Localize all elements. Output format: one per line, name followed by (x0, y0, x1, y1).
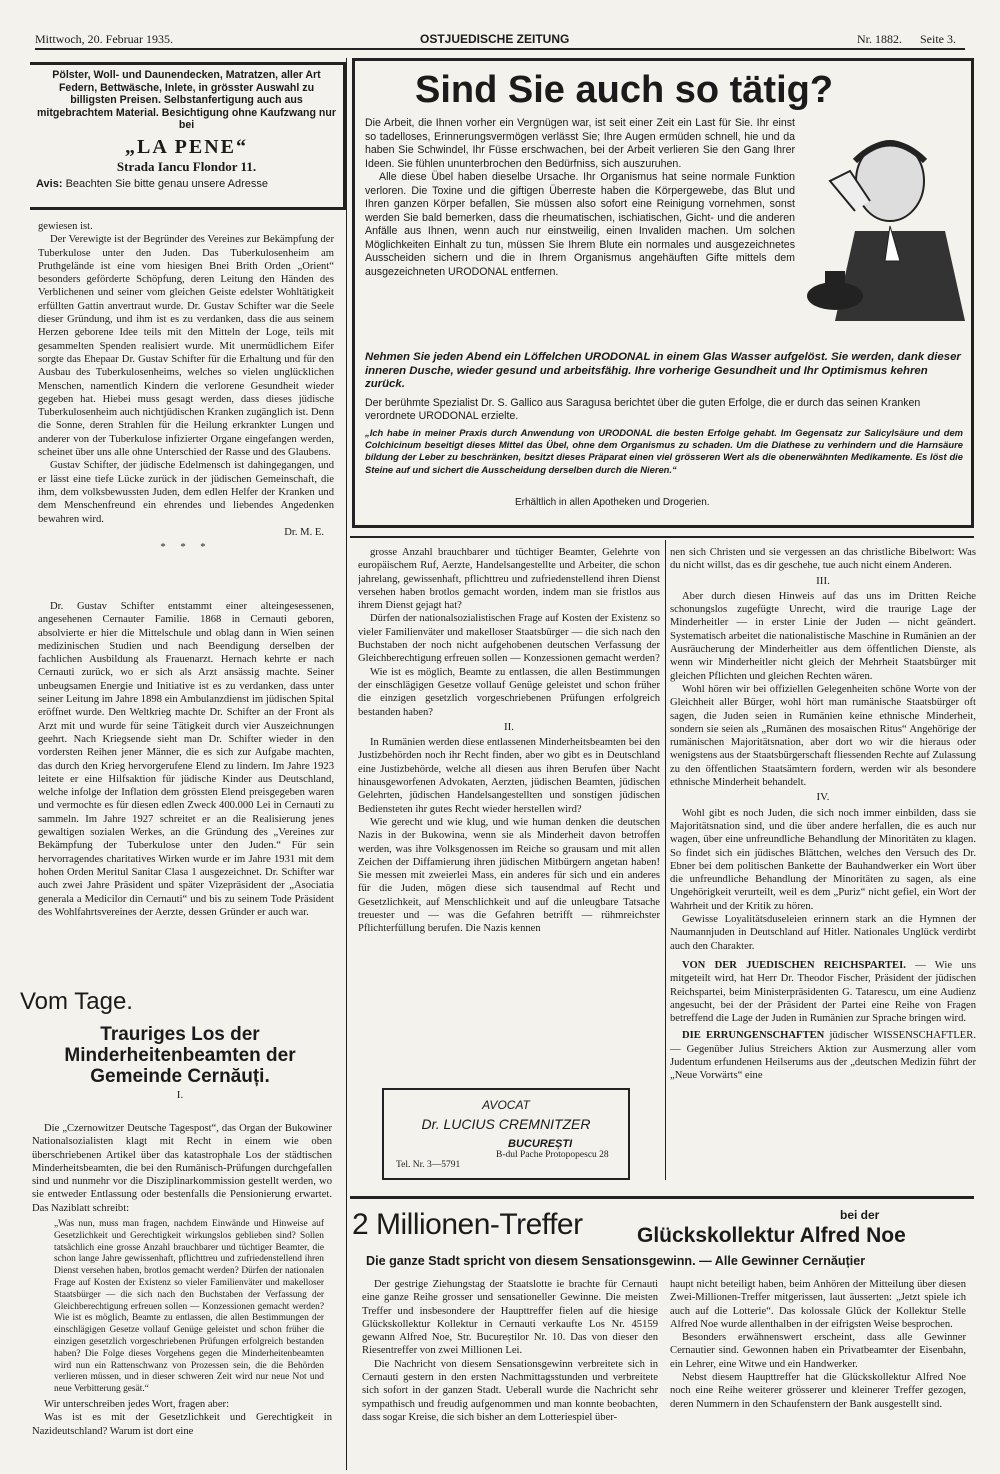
horizontal-divider (350, 536, 974, 538)
urodonal-p1: Die Arbeit, die Ihnen vorher ein Vergnügen war, ist seit einer Zeit ein Last für Sie. Ihr einst so tadelloses, Erinnerungsvermögen verlässt Sie; Ihre Augen ermüden schnell, hie und da haben Sie Schwindel, Ihr Füsse erschwachen, bei der Arbeit verlieren Sie den Gang Ihrer Ideen. Sie fühlen ununterbrochen den Bedürfniss, sich auszuruhen. (365, 117, 795, 170)
lottery-col-1 (362, 1278, 658, 1468)
middle-p2: Dürfen der nationalsozialistischen Frage auf Kosten der Existenz so vieler Familienväter und makelloser Staatsbürger — die sich nach den Buchstaben der noch nicht aufgehobenen deutschen Verfassung der Gleichberechtigung erfreuen sollen — Konzessionen gemacht werden? (358, 613, 660, 665)
urodonal-ad (352, 58, 974, 528)
middle-p1: grosse Anzahl brauchbarer und tüchtiger Beamter, Gelehrte von europäischem Ruf, Aerzte, Handelsangestellte und Arbeiter, die schon jahrelang, gewissenhaft, pflichttreu und zufriedenstellend ihren Dienst versehen haben brotlos gemacht worden, indem man sie fristlos aus ihrem Dienst gejagt hat? (358, 547, 660, 612)
avocat-city: BUCUREȘTI (508, 1138, 573, 1150)
lottery-subheadline: Die ganze Stadt spricht von diesem Sensationsgewinn. — Alle Gewinner Cernăuțier (366, 1254, 866, 1268)
right-p4: Gewisse Loyalitätsduseleien erinnern stark an die Hymnen der Naumannjuden in Deutschland auf Hitler. Nationales Unglück verdirbt auch den Charakter. (670, 914, 976, 952)
avis-text: Beachten Sie bitte genau unsere Adresse (65, 177, 268, 190)
middle-p5: Wie gerecht und wie klug, und wie human denken die deutschen Nazis in der Bukowina, wenn sie als Minderheit davon betroffen werden, was ihre Volksgenossen im Reiche so grausam und mit allen Zeichen der Diffamierung ihren jüdischen Mitbürgern angetan haben! Sie messen mit zweierlei Mass, ein anderes für sich und ein anderes für die Juden, mögen diese sich tausendmal auf Recht und Gesetzlichkeit, auf Menschlichkeit und auf die unleugbare Tatsache treuester und — was die Gefahren betrifft — rühmreichster Pflichterfüllung berufen. Die Nazis kennen (358, 816, 660, 935)
obituary-stars: * * * (160, 542, 212, 554)
lottery-col2-p3: Nebst diesem Haupttreffer hat die Glückskollektur Alfred Noe noch eine Reihe weiterer grösserer und kleinerer Treffer gezogen, deren Nummern in den Schaufenstern der Bank ausgestellt sind. (670, 1372, 966, 1410)
obituary-paragraph: gewiesen ist. (38, 221, 93, 232)
lottery-col1-p2: Die Nachricht von diesem Sensationsgewinn verbreitete sich in Cernauti gestern in den ersten Nachmittagsstunden und verbreitete sich sofort in der ganzen Stadt. Ueberall wurde die Nachricht sehr sympathisch und freudig aufgenommen und man konnte beobachten, dass sogar Kreise, die sich bisher an dem Lotteriespiel über- (362, 1358, 658, 1423)
avis-label: Avis: (36, 177, 63, 190)
errungen-label: DIE ERRUNGENSCHAFTEN (682, 1030, 825, 1042)
vom-tage-article (32, 1122, 332, 1462)
reichspartei-text: — Wie uns mitgeteilt wird, hat Herr Dr. Theodor Fischer, Präsident der jüdischen Reichspartei, beim Ministerpräsidenten G. Tatarescu, um eine Audienz angesucht, bei der der Präsident der Partei eine Reihe von Fragen betreffend die Lage der Juden in Rumänien zur Sprache bringen wird. (670, 959, 976, 1025)
urodonal-p3: Nehmen Sie jeden Abend ein Löffelchen URODONAL in einem Glas Wasser aufgelöst. Sie werden, dank dieser inneren Dusche, wieder gesund und arbeitsfähig. Ihre vorherige Gesundheit und Ihr Optimismus kehren zurück. (365, 351, 961, 391)
middle-column-article (358, 546, 660, 1026)
right-p1: Aber durch diesen Hinweis auf das uns im Dritten Reiche schonungslos zugefügte Unrecht, wird die traurige Lage der Minderheitler — in erster Linie der Juden — nicht geändert. Systematisch arbeitet die nationalistische Maschine in Rumänien an der Ausräucherung der Minderheitler aus dem öffentlichen Dienste, als wenn wir Minderheitler nicht gleich der Mehrheit Staatsbürger mit gleichen Pflichten und gleichen Rechten wären. (670, 590, 976, 682)
lottery-bei-der: bei der (840, 1208, 880, 1222)
vom-tage-quote: „Was nun, muss man fragen, nachdem Einwände und Hinweise auf Gesetzlichkeit und Gerechtigkeit wirkungslos geblieben sind? Sollen tatsächlich eine grosse Anzahl brauchbarer und tüchtiger Beamter, die schon lange Jahre gewissenhaft, pflichttreu und zufriedenstellend ihren Dienst versehen haben, brotlos gemacht werden? Dürfen der nationalen Frage auf Kosten der Existenz so vieler Familienväter und makelloser Staatsbürger — die sich nach den Buchstaben der Verfassung der Gleichberechtigung erfreuen sollen — Konzessionen gemacht werden? Wie ist es möglich, Beamte zu entlassen, die allen Bestimmungen der einschlägigen Gesetze vollauf Genüge geleistet und schon früher die einzigen gesetzlich vorgeschriebenen Prüfungen erfolgreich bestanden haben? Die Folge dieses Vorgehens gegen die Minderheitenbeamten wird nun ein Rattenschwanz von Prozessen sein, die die Behörden verlieren müssen, und in dieser schweren Zeit wird nur neue Not und neue Verbitterung gesät.“ (54, 1219, 324, 1395)
column-divider (346, 58, 347, 1470)
urodonal-headline: Sind Sie auch so tätig? (415, 69, 834, 111)
lapene-ad-avis (36, 178, 337, 190)
vom-tage-intro: Die „Czernowitzer Deutsche Tagespost“, das Organ der Bukowiner Nationalsozialisten klagt mit Recht in einem wie oben überschriebenen Artikel über das katastrophale Los der städtischen Minderheitsbeamten, die bei den Rumänisch-Prüfungen durchgefallen sind und nunmehr vor die Disziplinarkommission gestellt werden, wo sie entweder Entlassung oder bestenfalls die Pensionierung erwartet. Das Naziblatt schreibt: (32, 1123, 332, 1214)
lottery-ad (352, 1202, 974, 1470)
obituary-bio (38, 600, 334, 980)
page-header (35, 30, 965, 50)
obituary-bio-text: Dr. Gustav Schifter entstammt einer alteingesessenen, angesehenen Cernauter Familie. 1868 in Cernauti geboren, absolvierte er hier die Mittelschule und oblag dann in Wien seinen medizinischen Studien und nach Beendigung derselben der fachlichen Ausbildung als Frauenarzt. Hernach kehrte er nach Cernauti zurück, wo er sich als Arzt ansässig machte. Seiner unbeugsamen Energie und Initiative ist es zu verdanken, dass unter seiner Leitung im Jahre 1898 ein Ambulanzdienst im jüdischen Spital eröffnet wurde. Den Weltkrieg machte Dr. Schifter an der Front als Arzt mit und wurde für seine Tätigkeit durch vier Auszeichnungen geehrt. Nach Kriegsende sieht man Dr. Schifter wieder in den vordersten Reihen jener Männer, die es sich zur Aufgabe machten, das durch den Krieg hervorgerufene Elend zu lindern. Im Jahre 1923 leitete er eine Hilfsaktion für jüdische Kinder aus Deutschland, welche infolge der Inflation dem grössten Elend preisgegeben waren und vermochte es für diesen edlen Zweck 400.000 Lei in Cernauti zu sammeln. Im Jahre 1927 schreitet er an die Realisierung jenes gewaltigen sozialen Werkes, an die Gründung des „Vereines zur Bekämpfung der Tuberkulose unter den Juden.“ Für sein hervorragendes charitatives Wirken wurde er im Jahre 1931 mit dem hohen Orden Meritul Sanitar Clasa 1 ausgezeichnet. Dr. Schifter war auch zwei Jahre Präsident und später Vizepräsident der „Asociatia generala a Medicilor din Cernauti“ und bis zu seinem Tode Präsident des Wohlfahrtsvereines der Aerzte, dessen Gründer er auch war. (38, 601, 334, 918)
vom-tage-after2: Was ist es mit der Gesetzlichkeit und Gerechtigkeit in Nazideutschland? Warum ist dort eine (32, 1412, 332, 1437)
avocat-tel: Tel. Nr. 3—5791 (396, 1160, 461, 1170)
column-divider (665, 540, 666, 1180)
lapene-ad-name: „LA PENE“ (124, 135, 249, 158)
avocat-street: B-dul Pache Protopopescu 28 (496, 1150, 609, 1160)
lapene-ad-address: Strada Iancu Flondor 11. (116, 158, 257, 174)
right-column-article (670, 546, 976, 1194)
header-paper-title: OSTJUEDISCHE ZEITUNG (420, 32, 570, 46)
lottery-col2-p1: haupt nicht beteiligt haben, beim Anhören der Mitteilung über diesen Zwei-Millionen-Treffer mitgerissen, laut äusserten: „Jetzt spiele ich auch auf die Lotterie“. Das kolossale Glück der Kollektur Stelle Alfred Noe wurde allenthalben in der eifrigsten Weise besprochen. (670, 1279, 966, 1330)
obituary-paragraph: Der Verewigte ist der Begründer des Vereines zur Bekämpfung der Tuberkulose unter den Juden. Das Tuberkulosenheim am Pruthgelände ist eine vom hiesigen Bnei Brith Orden „Orient“ besonders geförderte Schöpfung, deren Leitung den Händen des Verblichenen und seiner vom gleichen Geiste edelster Wohltätigkeit erfüllten Gattin anvertraut wurde. Dr. Gustav Schifter war die Seele dieser Gründung, und ihm ist es zu verdanken, dass die aus seinem Herzen geborene Idee teils mit den Mitteln der Loge, teils mit gesammelten Spenden realisiert wurde. Mit unermüdlichem Eifer sorgte das Ehepaar Dr. Gustav Schifter für die Erhaltung und für den Ausbau des Tuberkulosenheims, welches so vielen unglücklichen Menschen, namentlich Kindern die verlorene Gesundheit wieder gegeben hat. Hiebei muss gesagt werden, dass dieses jüdische Tuberkulosenheim auch nichtjüdischen Kranken zugänglich ist. Denn die Sonne, deren Strahlen für die Heilung erkrankter Lungen und anderer von der Tuberkulose infizierter Organe eingefangen werden, scheinet über uns alle ohne Unterschied der Rasse und des Glaubens. (38, 234, 334, 459)
urodonal-p4: Der berühmte Spezialist Dr. S. Gallico aus Saragusa berichtet über die guten Erfolge, die er durch das seinen Kranken verordnete URODONAL erzielte. (365, 397, 921, 423)
right-p0: nen sich Christen und sie vergessen an das christliche Bibelwort: Was du nicht willst, das es dir geschehe, tue auch nicht einem Anderen. (670, 547, 976, 572)
middle-section-number: II. (503, 720, 515, 733)
obituary-signature: Dr. M. E. (284, 526, 324, 538)
right-section-4: IV. (816, 791, 830, 804)
urodonal-footer: Erhältlich in allen Apotheken und Drogerien. (515, 497, 710, 508)
lottery-firm: Glückskollektur Alfred Noe (637, 1224, 906, 1247)
vom-tage-after: Wir unterschreiben jedes Wort, fragen aber: (44, 1399, 230, 1411)
middle-p3: Wie ist es möglich, Beamte zu entlassen, die allen Bestimmungen der einschlägigen Gesetze vollauf Genüge geleistet und schon früher die einzigen gesetzlich vorgeschriebenen Prüfungen erfolgreich bestanden haben? (358, 666, 660, 718)
horizontal-divider (350, 1196, 974, 1199)
avocat-name: Dr. LUCIUS CREMNITZER (421, 1116, 591, 1132)
errungen-text: jüdischer WISSENSCHAFTLER. — Gegenüber Julius Streichers Aktion zur Ausmerzung aller vom Judentum erfundenen Heilserums aus der „deutschen Medizin führt der „Neue Vorwärts“ eine (670, 1030, 976, 1082)
lapene-ad (30, 62, 346, 210)
lottery-col-2 (670, 1278, 966, 1468)
vom-tage-heading: Vom Tage. (20, 988, 133, 1015)
vom-tage-title: Trauriges Los der Minderheitenbeamten der Gemeinde Cernăuți. (64, 1024, 296, 1087)
lottery-col2-p2: Besonders erwähnenswert erscheint, dass alle Gewinner Cernautier sind. Gewonnen haben ein Privatbeamter der Eisenbahn, ein Lehrer, eine Witwe und ein Handwerker. (670, 1332, 966, 1370)
obituary-paragraph: Gustav Schifter, der jüdische Edelmensch ist dahingegangen, und er lässt eine tiefe Lücke zurück in der jüdischen Gemeinschaft, die ihm, dem volksbewussten Juden, dem edlen Helfer der Kranken und dem Menschenfreund ein ehrendes und liebendes Angedenken bewahren wird. (38, 460, 334, 525)
middle-p4: In Rumänien werden diese entlassenen Minderheitsbeamten bei den Justizbehörden noch ihr Recht finden, aber wo gibt es in Deutschland eine Justizbehörde, welche all diesen aus ihren Berufen über Nacht hinausgeworfenen Advokaten, Aerzten, jüdischen Beamten, jüdischen Gelehrten, jüdischen Handelsangestellten und sonstigen jüdischen Bediensteten ihr gutes Recht wieder herstellen wird? (358, 737, 660, 815)
vom-tage-section-number: I. (176, 1089, 184, 1101)
reichspartei-label: VON DER JUEDISCHEN REICHSPARTEI. (682, 959, 906, 971)
lottery-headline: 2 Millionen-Treffer (352, 1208, 583, 1241)
right-p2: Wohl hören wir bei offiziellen Gelegenheiten schöne Worte von der Gleichheit aller Bürger, wohl hört man rumänische Staatsbürger oft sagen, die Juden seien in Rumänien keine ethnische Minderheit, sondern sie seien als „Rumänen des mosaischen Ritus“ Angehörige der rumänischen Majoritätsnation, aber dort wo wir die hieraus oder wenigstens aus der Staatsbürgerschaft fliessenden Rechte auf Zulassung zu den öffentlichen Staatsämtern fordern, werden wir als besondere ethnische Minderheit behandelt. (670, 683, 976, 789)
lottery-col1-p1: Der gestrige Ziehungstag der Staatslotte ie brachte für Cernauti eine ganze Reihe grosser und sensationeller Gewinne. Die meisten Treffer und insbesondere der Haupttreffer fielen auf die hiesige Glückskollektur Kollektur in Cernauti verkaufte Los Nr. 45159 gewann Alfred Noe, Str. Bucureștilor Nr. 10. Das von dieser den Riesentreffer von zwei Millionen Lei. (362, 1279, 658, 1357)
header-page-number: Seite 3. (920, 32, 956, 46)
avocat-title: AVOCAT (482, 1098, 530, 1112)
header-issue-number: Nr. 1882. (857, 32, 902, 46)
avocat-ad (382, 1088, 630, 1180)
urodonal-p2a: Alle diese Übel haben dieselbe Ursache. Ihr Organismus hat seine normale Funktion verloren. Die Toxine und die giftigen Überreste haben die Körpergewebe, das Blut und Ihren ganzen Körper befallen, Sie müssen also sofort eine Reinigung vornehmen, sonst werden Sie bald bemerken, dass die rheumatischen, ischiatischen, Gicht- und die anderen Anfälle aus Ihnen, wenn auch nur einstweilig, einen Invaliden machen. Um solchen Möglichkeiten Einhalt zu tun, müssen Sie Ihrem Blute ein normales und ausgezeichnetes Ausscheiden sichern und die in Ihrem Organismus angehäuften Gifte mittels dem ausgezeichneten URODONAL entfernen. (365, 171, 795, 278)
header-date: Mittwoch, 20. Februar 1935. (35, 32, 173, 46)
tired-man-illustration (795, 121, 965, 321)
urodonal-quote: „Ich habe in meiner Praxis durch Anwendung von URODONAL die besten Erfolge gehabt. Im Gegensatz zur Salicylsäure und dem Colchicinum beseitigt dieses Mittel das Übel, ohne dem Organismus zu schaden. Um die Diathese zu verhindern und die Harnsäure bildung der Leber zu beschränken, besitzt dieses Präparat einen viel grösseren Wert als die obenerwähnten Medikamente. Es löst die Steine auf und sichert die Ausscheidung derselben durch die Nieren.“ (365, 427, 963, 475)
vom-tage-heading-block (20, 988, 340, 1103)
obituary-article (38, 220, 334, 612)
right-p3: Wohl gibt es noch Juden, die sich noch immer einbilden, dass sie Majoritätsnation sind, und die über andere herfallen, die es auch nur wagen, über eine unfreundliche Behandlung der Minoritäten zu klagen. So findet sich ein jüdisches Blättchen, welches den Versuch des Dr. Ebner bei dem politischen Bankette der Bauhandwerker ein Wort über die unfreundliche Behandlung der Minoritäten zu sagen, als eine Ungehörigkeit verurteilt, weil es dem „Puriz“ nicht gefiel, ein Wort der Wahrheit und der Kritik zu hören. (670, 807, 976, 912)
lapene-ad-text: Pölster, Woll- und Daunendecken, Matratzen, aller Art Federn, Bettwäsche, Inlete, in grösster Auswahl zu billigsten Preisen. Selbstanfertigung auch aus mitgebrachtem Material. Besichtigung ohne Kaufzwang nur bei (36, 69, 336, 132)
urodonal-body-1 (365, 117, 795, 279)
right-section-3: III. (816, 574, 830, 587)
